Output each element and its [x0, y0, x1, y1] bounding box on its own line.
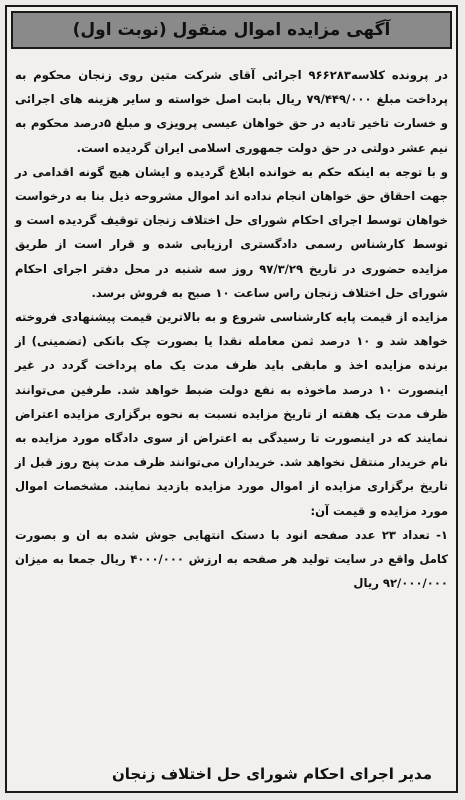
paragraph-seizure-details: و با توجه به اینکه حکم به خوانده ابلاغ گردیده و ایشان هیچ گونه اقدامی در جهت احقاق حق خواهان انجام نداده اند اموال مشروحه ذیل بنا به درخواست خواهان توسط اجرای احکام شورای حل اختلاف زنجان توقیف گردیده است و توسط کارشناس رسمی دادگستری ارزیابی شده و قرار است از طریق مزایده حضوری در تاریخ ۹۷/۳/۲۹ روز سه شنبه در محل دفتر اجرای احکام شورای حل اختلاف زنجان راس ساعت ۱۰ صبح به فروش برسد. — [15, 164, 449, 300]
paragraph-auction-terms: مزایده از قیمت پایه کارشناسی شروع و به بالاترین قیمت پیشنهادی فروخته خواهد شد و ۱۰ درصد ثمن معامله نقدا یا بصورت چک بانکی (تضمینی) از برنده مزایده اخذ و مابقی باید ظرف مدت یک ماه پرداخت گردد در غیر اینصورت ۱۰ درصد ماخوذه به نفع دولت ضبط خواهد شد. طرفین می‌توانند ظرف مدت یک هفته از تاریخ مزایده نسبت به نحوه برگزاری مزایده اعتراض نمایند که در اینصورت تا رسیدگی به اعتراض از سوی دادگاه مورد مزایده به نام خریدار منتقل نخواهد شد. خریداران می‌توانند ظرف مدت پنج روز قبل از تاریخ برگزاری مزایده از اموال مورد مزایده بازدید نمایند. مشخصات اموال مورد مزایده و قیمت آن: — [15, 310, 448, 518]
auction-notice — [5, 5, 458, 793]
paragraph-case-details: در پرونده کلاسه۹۶۶۲۸۳ اجرائی آقای شرکت متین روی زنجان محکوم به پرداخت مبلغ ۷۹/۴۴۹/۰۰۰ ریال بابت اصل خواسته و سایر هزینه های اجرائی و خسارت تاخیر تادیه در حق خواهان عیسی پرویزی و مبلغ ۵درصد محکوم به نیم عشر دولتی در حق دولت جمهوری اسلامی ایران گردیده است. — [15, 68, 448, 155]
notice-title: آگهی مزایده اموال منقول (نوبت اول) — [72, 20, 391, 40]
paragraph-property-list: ۱- تعداد ۲۳ عدد صفحه انود با دستک انتهایی جوش شده به ان و بصورت کامل واقع در سایت تولید هر صفحه به ارزش ۴۰۰۰/۰۰۰ ریال جمعا به میزان ۹۲/۰۰۰/۰۰۰ ریال — [15, 527, 448, 591]
notice-signature: مدیر اجرای احکام شورای حل اختلاف زنجان — [111, 765, 432, 783]
notice-body — [15, 63, 448, 595]
notice-header — [11, 11, 452, 49]
